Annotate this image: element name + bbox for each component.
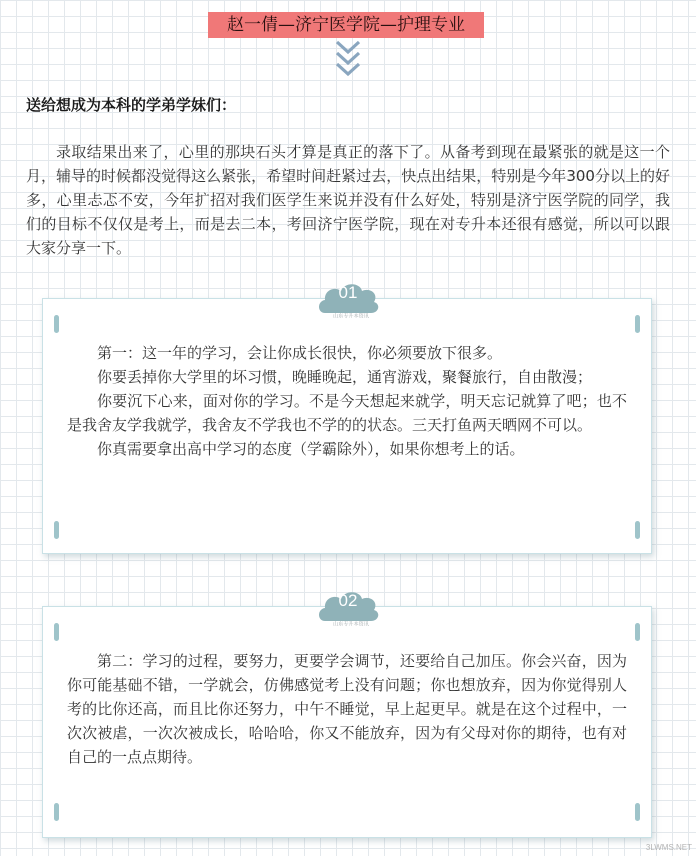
section-number: 02	[338, 591, 358, 610]
pin-decoration	[54, 803, 59, 821]
chevron-down-icon	[333, 40, 363, 82]
paragraph: 你真需要拿出高中学习的态度（学霸除外），如果你想考上的话。	[97, 440, 525, 458]
section-number: 01	[338, 283, 358, 302]
pin-decoration	[635, 315, 640, 333]
badge-caption: 山东专升本资讯	[333, 621, 369, 628]
paragraph: 第二：学习的过程，要努力，更要学会调节，还要给自己加压。你会兴奋，因为你可能基础不错，一学就会，仿佛感觉考上没有问题；你也想放弃，因为你觉得别人考的比你还高，而且比你还努力，中午不睡觉，早上起更早。就是在这个过程中，一次次被虐，一次次被成长，哈哈哈，你又不能放弃，因为有父母对你的期待，也有对自己的一点点期待。	[67, 652, 627, 766]
intro-heading: 送给想成为本科的学弟学妹们：	[26, 96, 237, 114]
pin-decoration	[54, 521, 59, 539]
section-card-2	[42, 591, 652, 838]
paragraph: 你要沉下心来，面对你的学习。不是今天想起来就学，明天忘记就算了吧；也不是我舍友学我就学，我舍友不学我也不学的的状态。三天打鱼两天晒网不可以。	[67, 392, 627, 434]
page-title-banner: 赵一倩—济宁医学院—护理专业	[208, 12, 484, 38]
watermark: 3LWMS.NET	[645, 843, 692, 852]
section-card-1	[42, 283, 652, 554]
section-body	[67, 649, 627, 769]
badge-caption: 山东专升本资讯	[333, 313, 369, 320]
pin-decoration	[635, 623, 640, 641]
pin-decoration	[635, 521, 640, 539]
section-number-badge	[315, 279, 381, 325]
paragraph: 你要丢掉你大学里的坏习惯，晚睡晚起，通宵游戏，聚餐旅行，自由散漫；	[97, 368, 593, 386]
pin-decoration	[635, 803, 640, 821]
section-body	[67, 341, 627, 461]
pin-decoration	[54, 315, 59, 333]
intro-paragraph: 录取结果出来了，心里的那块石头才算是真正的落下了。从备考到现在最紧张的就是这一个月，辅导的时候都没觉得这么紧张，希望时间赶紧过去，快点出结果，特别是今年300分以上的好多，心里忐忑不安，今年扩招对我们医学生来说并没有什么好处，特别是济宁医学院的同学，我们的目标不仅仅是考上，而是去二本，考回济宁医学院，现在对专升本还很有感觉，所以可以跟大家分享一下。	[26, 143, 670, 257]
paragraph: 第一：这一年的学习，会让你成长很快，你必须要放下很多。	[97, 344, 503, 362]
section-number-badge	[315, 587, 381, 633]
pin-decoration	[54, 623, 59, 641]
